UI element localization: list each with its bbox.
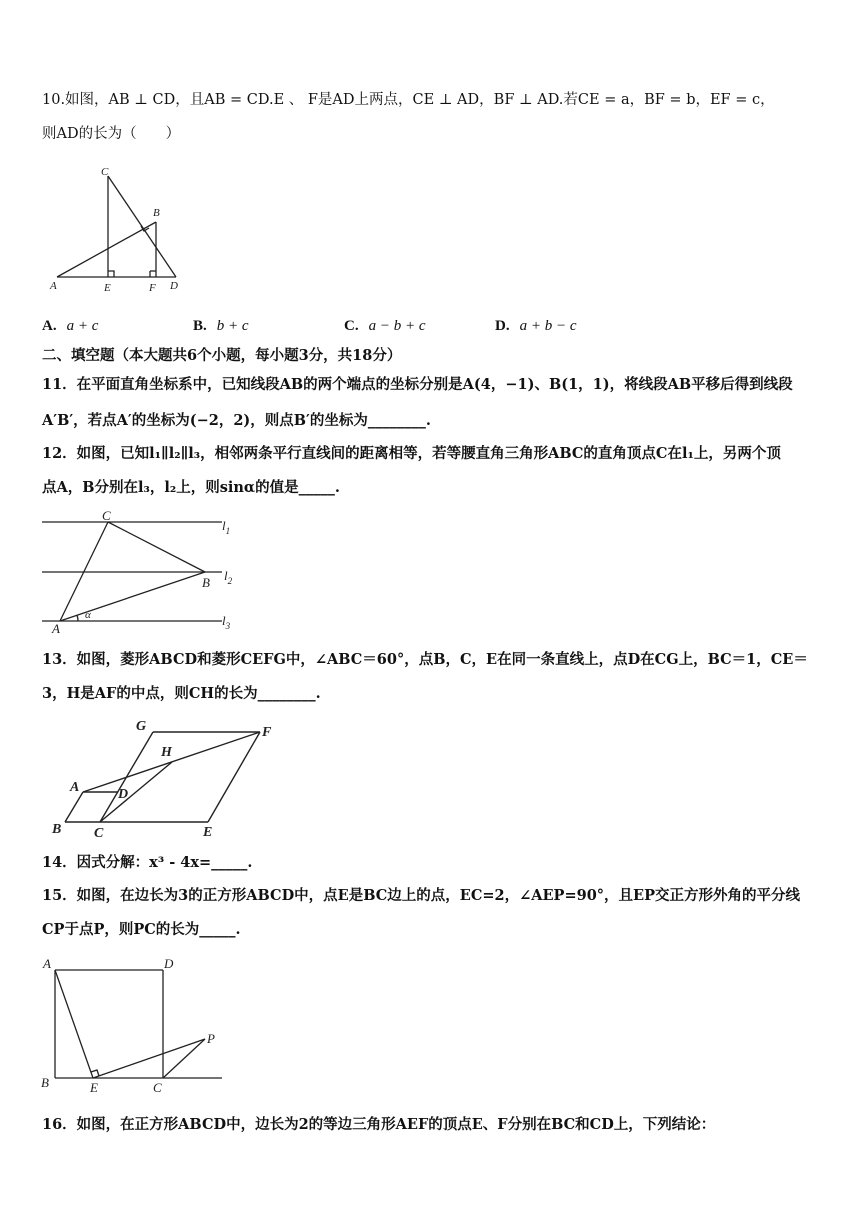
q10-label-c: C [101, 166, 109, 178]
q12-figure [42, 508, 242, 636]
q15-figure [38, 952, 238, 1095]
q10-option-b-value: b + c [216, 318, 249, 334]
q13-label-e: E [203, 825, 213, 840]
q10-label-f: F [149, 282, 156, 294]
q13-label-a: A [70, 780, 80, 795]
q16-line1: 16．如图，在正方形ABCD中，边长为2的等边三角形AEF的顶点E、F分别在BC和CD上，下列结论： [42, 1116, 716, 1133]
q10-option-d-label: D. [495, 318, 510, 334]
q10-option-d-value: a + b − c [519, 318, 577, 334]
q12-label-l3: $l_3$ [222, 613, 231, 631]
q12-label-l2: $l_2$ [224, 568, 233, 586]
q12-label-l1: $l_1$ [222, 518, 231, 536]
q13-figure [48, 716, 288, 841]
q10-option-a[interactable] [42, 318, 98, 335]
q15-label-b: B [41, 1075, 49, 1090]
q13-line1: 13．如图，菱形ABCD和菱形CEFG中，∠ABC＝60°，点B，C，E在同一条直线上，点D在CG上，BC＝1，CE＝ [42, 651, 808, 668]
q13-label-h: H [161, 745, 172, 760]
q10-label-a: A [50, 280, 57, 292]
q10-label-e: E [104, 282, 111, 294]
q10-label-b: B [153, 207, 160, 219]
q13-label-f: F [262, 725, 272, 740]
q13-label-g: G [136, 719, 147, 734]
q15-line1: 15．如图，在边长为3的正方形ABCD中，点E是BC边上的点，EC=2，∠AEP=90°，且EP交正方形外角的平分线 [42, 887, 800, 904]
q10-option-a-value: a + c [66, 318, 99, 334]
q10-option-d[interactable] [495, 318, 577, 335]
q10-option-b[interactable] [193, 318, 249, 335]
q10-option-b-label: B. [193, 318, 207, 334]
q14-line1: 14．因式分解：x³ - 4x=_____. [42, 854, 253, 871]
q12-line2: 点A，B分别在l₃，l₂上，则sinα的值是_____. [42, 479, 340, 496]
q10-option-c-label: C. [344, 318, 359, 334]
q12-label-c: C [102, 508, 111, 523]
q12-label-b: B [202, 575, 210, 590]
q10-option-c[interactable] [344, 318, 426, 335]
q11-line1: 11．在平面直角坐标系中，已知线段AB的两个端点的坐标分别是A(4，−1)、B(1，1)，将线段AB平移后得到线段 [42, 376, 793, 393]
q13-label-b: B [52, 822, 62, 837]
q15-label-a: A [43, 956, 51, 971]
q10-option-c-value: a − b + c [368, 318, 426, 334]
q11-line2: A′B′，若点A′的坐标为(−2，2)，则点B′的坐标为________. [42, 412, 431, 429]
q12-label-a: A [52, 621, 60, 636]
q13-line2: 3，H是AF的中点，则CH的长为________. [42, 685, 321, 702]
q12-line1: 12．如图，已知l₁∥l₂∥l₃，相邻两条平行直线间的距离相等，若等腰直角三角形ABC的直角顶点C在l₁上，另两个顶 [42, 445, 781, 462]
q12-label-alpha: α [85, 609, 91, 621]
q15-label-c: C [153, 1080, 162, 1095]
q15-label-d: D [164, 956, 174, 971]
q10-line2: 则AD的长为（ ） [42, 126, 181, 142]
section2-title: 二、填空题（本大题共6个小题，每小题3分，共18分） [42, 347, 402, 364]
q13-label-d: D [118, 787, 129, 802]
q10-figure [44, 162, 204, 302]
q10-option-a-label: A. [42, 318, 57, 334]
q13-label-c: C [94, 826, 104, 841]
q15-label-e: E [90, 1080, 98, 1095]
q10-line1: 10.如图，AB ⊥ CD，且AB = CD.E 、 F是AD上两点，CE ⊥ AD，BF ⊥ AD.若CE = a，BF = b，EF = c， [42, 92, 775, 108]
q15-label-p: P [207, 1031, 215, 1046]
q15-line2: CP于点P，则PC的长为_____. [42, 921, 241, 938]
q10-label-d: D [170, 280, 178, 292]
